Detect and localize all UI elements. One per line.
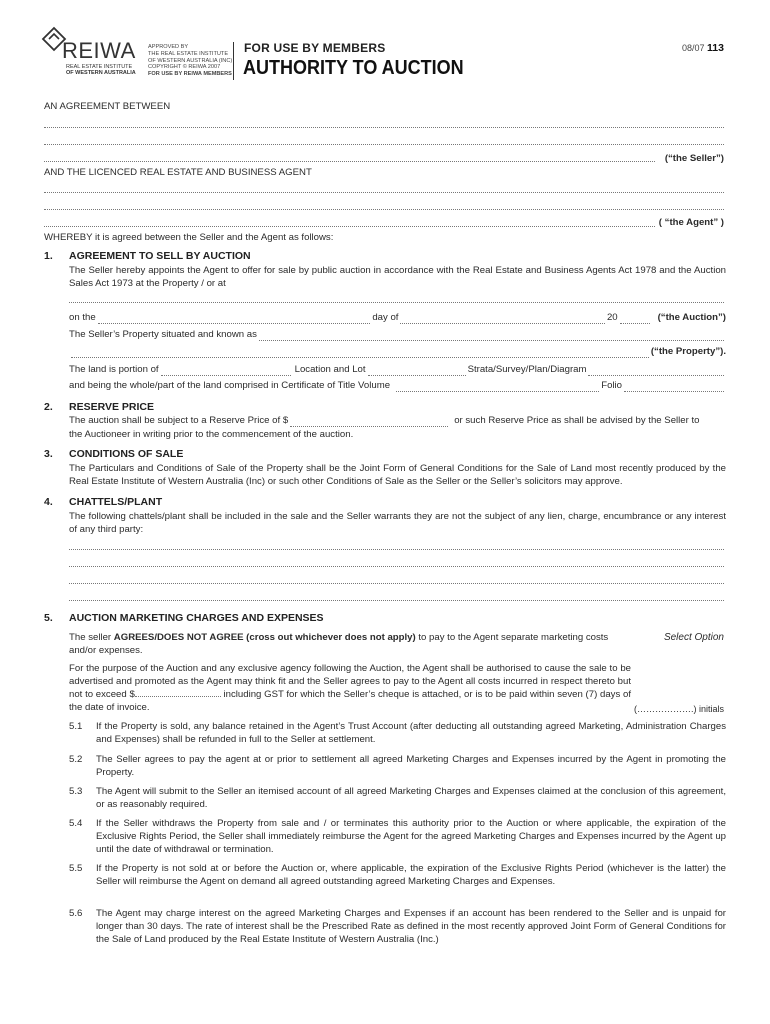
reiwa-logo (40, 26, 140, 78)
marketing-cap-field[interactable] (135, 688, 221, 697)
initials-field[interactable]: (……………….) initials (633, 704, 724, 714)
seller-line-2[interactable] (44, 144, 724, 145)
agent-line-label: AND THE LICENCED REAL ESTATE AND BUSINESS AGENT (44, 167, 312, 178)
agent-line-2[interactable] (44, 209, 724, 210)
agrees-paragraph (69, 631, 634, 657)
reserve-price-text-b: or such Reserve Price as shall be advised by the Seller to (454, 415, 700, 426)
section-1-text: The Seller hereby appoints the Agent to offer for sale by public auction in accordance with the Real Estate and Business Agents Act 1978 and the Auction Sales Act 1973 at the Property / or at (69, 265, 726, 289)
approved-line: APPROVED BY (148, 44, 189, 50)
agent-line-3[interactable] (44, 226, 655, 227)
approved-block (148, 44, 232, 78)
form-number: 113 (707, 42, 724, 54)
clause-number: 5.2 (69, 754, 83, 765)
section-3-title: CONDITIONS OF SALE (69, 448, 184, 460)
clause-5-5 (69, 862, 726, 888)
auction-month-field[interactable] (400, 314, 604, 324)
section-2-number: 2. (44, 401, 53, 413)
page-title: AUTHORITY TO AUCTION (243, 57, 464, 79)
location-label: Location and Lot (294, 364, 366, 375)
reserve-price-label: The auction shall be subject to a Reserve Price of $ (69, 415, 289, 426)
select-option-label[interactable]: Select Option (663, 632, 724, 643)
section-3-number: 3. (44, 448, 53, 460)
header-divider (233, 42, 234, 80)
approved-line: FOR USE BY REIWA MEMBERS (148, 71, 232, 78)
form-date: 08/07 (682, 43, 705, 53)
section-5-title: AUCTION MARKETING CHARGES AND EXPENSES (69, 612, 324, 624)
clause-text: If the Seller withdraws the Property from sale and / or terminates this authority prior to the Auction or where applicable, the expiration of the Exclusive Rights Period, the Seller shall immediately reimburse the Agent for the agreed Marketing Charges and Expenses incurred by the Agent up until the date of withdrawal or termination. (96, 818, 726, 855)
folio-field[interactable] (624, 382, 724, 392)
property-address-field-2[interactable] (71, 348, 649, 358)
land-portion-field[interactable] (161, 366, 291, 376)
clause-5-1 (69, 720, 726, 746)
logo-sub-1: REAL ESTATE INSTITUTE (66, 64, 133, 70)
folio-label: Folio (601, 380, 622, 391)
auction-day-field[interactable] (98, 314, 371, 324)
clause-number: 5.6 (69, 908, 83, 919)
clause-5-3 (69, 785, 726, 811)
reserve-price-row (69, 414, 726, 427)
clause-text: The Agent will submit to the Seller an itemised account of all agreed Marketing Charges and Expenses claimed at the conclusion of this agreement, or as reasonably required. (96, 786, 726, 810)
clause-5-6 (69, 907, 726, 946)
auction-year-field[interactable] (620, 314, 650, 324)
clause-number: 5.1 (69, 721, 83, 732)
agrees-post: to pay to the Agent separate marketing costs and/or expenses. (69, 632, 609, 656)
section-4-text: The following chattels/plant shall be included in the sale and the Seller warrants they are not the subject of any lien, charge, encumbrance or any interest of any third party: (69, 511, 726, 535)
whereby-text: WHEREBY it is agreed between the Seller and the Agent as follows: (44, 232, 334, 243)
situated-label: The Seller’s Property situated and known as (69, 329, 257, 340)
chattels-line-2[interactable] (69, 566, 724, 567)
reserve-price-field[interactable] (290, 417, 448, 427)
auction-place-line[interactable] (69, 302, 724, 303)
strata-field[interactable] (588, 366, 724, 376)
for-use-label: FOR USE BY MEMBERS (244, 41, 386, 55)
section-1-title: AGREEMENT TO SELL BY AUCTION (69, 250, 251, 262)
day-of-label: day of (372, 312, 399, 323)
section-4-title: CHATTELS/PLANT (69, 496, 163, 508)
certificate-label: and being the whole/part of the land comprised in Certificate of Title Volume (69, 380, 391, 391)
section-1-number: 1. (44, 250, 53, 262)
clause-text: If the Property is not sold at or before the Auction or, where applicable, the expiration of the Exclusive Rights Period (whichever is the latter) the Seller will reimburse the Agent on demand all agreed outstanding agreed Marketing Charges and Expenses. (96, 863, 726, 887)
land-portion-row (69, 363, 726, 376)
clause-number: 5.4 (69, 818, 83, 829)
seller-line-1[interactable] (44, 127, 724, 128)
strata-label: Strata/Survey/Plan/Diagram (467, 364, 587, 375)
the-seller-label: (“the Seller”) (664, 153, 724, 164)
seller-line-3[interactable] (44, 161, 655, 162)
purpose-paragraph (69, 662, 631, 714)
year-label: 20 (606, 312, 618, 323)
agrees-pre: The seller (69, 632, 114, 643)
purpose-text-2: including GST for which the Seller’s cheque is attached, or is to be paid within seven (7) days of the date of invoice. (69, 689, 631, 713)
on-the-label: on the (69, 312, 96, 323)
the-property-label: (“the Property”). (650, 346, 726, 357)
clause-text: If the Property is sold, any balance retained in the Agent’s Trust Account (after deducting all outstanding agreed Marketing, Administration Charges and Expenses) shall be refunded in full to the Seller at settlement. (96, 721, 726, 745)
approved-line: THE REAL ESTATE INSTITUTE (148, 50, 229, 57)
section-3-text: The Particulars and Conditions of Sale of the Property shall be the Joint Form of General Conditions for the Sale of Land most recently produced by the Real Estate Institute of Western Australia (Inc) or such other Conditions of Sale as the Seller or the Seller’s solicitors may approve. (69, 463, 726, 487)
clause-text: The Seller agrees to pay the agent at or prior to settlement all agreed Marketing Charges and Expenses incurred by the Agent in promoting the Property. (96, 754, 726, 778)
property-situated-row (69, 328, 726, 341)
approved-line: COPYRIGHT © REIWA 2007 (148, 64, 221, 71)
the-agent-label: ( “the Agent” ) (658, 217, 724, 228)
section-4-number: 4. (44, 496, 53, 508)
clause-number: 5.3 (69, 786, 83, 797)
form-id (682, 42, 724, 55)
agreement-between: AN AGREEMENT BETWEEN (44, 101, 171, 112)
section-5-number: 5. (44, 612, 53, 624)
clause-text: The Agent may charge interest on the agreed Marketing Charges and Expenses if an account has been rendered to the Seller and is unpaid for longer than 30 days. The rate of interest shall be the Prescribed Rate as defined in the most recently approved Joint Form of General Conditions for the Sale of Land produced by the Real Estate Institute of Western Australia (Inc.) (96, 908, 726, 945)
logo-text: REIWA (62, 38, 136, 63)
location-lot-field[interactable] (368, 366, 466, 376)
clause-5-4 (69, 817, 726, 856)
reserve-price-text-c: the Auctioneer in writing prior to the commencement of the auction. (69, 429, 354, 440)
agrees-option[interactable]: AGREES/DOES NOT AGREE (cross out whichever does not apply) (113, 632, 416, 643)
the-auction-label: (“the Auction”) (657, 312, 726, 323)
clause-5-2 (69, 753, 726, 779)
clause-number: 5.5 (69, 863, 83, 874)
certificate-row (69, 379, 726, 392)
chattels-line-1[interactable] (69, 549, 724, 550)
property-address-field[interactable] (259, 331, 724, 341)
logo-sub-2: OF WESTERN AUSTRALIA (66, 70, 136, 76)
purpose-text-1: For the purpose of the Auction and any exclusive agency following the Auction, the Agent shall be authorised to cause the sale to be advertised and promoted as the Agent may think fit and the Seller agrees to pay to the Agent all costs incurred in respect thereto but not to exceed $ (69, 663, 631, 700)
property-label-row (69, 345, 726, 358)
volume-field[interactable] (396, 382, 599, 392)
approved-line: OF WESTERN AUSTRALIA (INC) (148, 57, 233, 64)
chattels-line-3[interactable] (69, 583, 724, 584)
chattels-line-4[interactable] (69, 600, 724, 601)
land-portion-label: The land is portion of (69, 364, 159, 375)
section-2-title: RESERVE PRICE (69, 401, 154, 413)
auction-date-row (69, 311, 726, 324)
agent-line-1[interactable] (44, 192, 724, 193)
